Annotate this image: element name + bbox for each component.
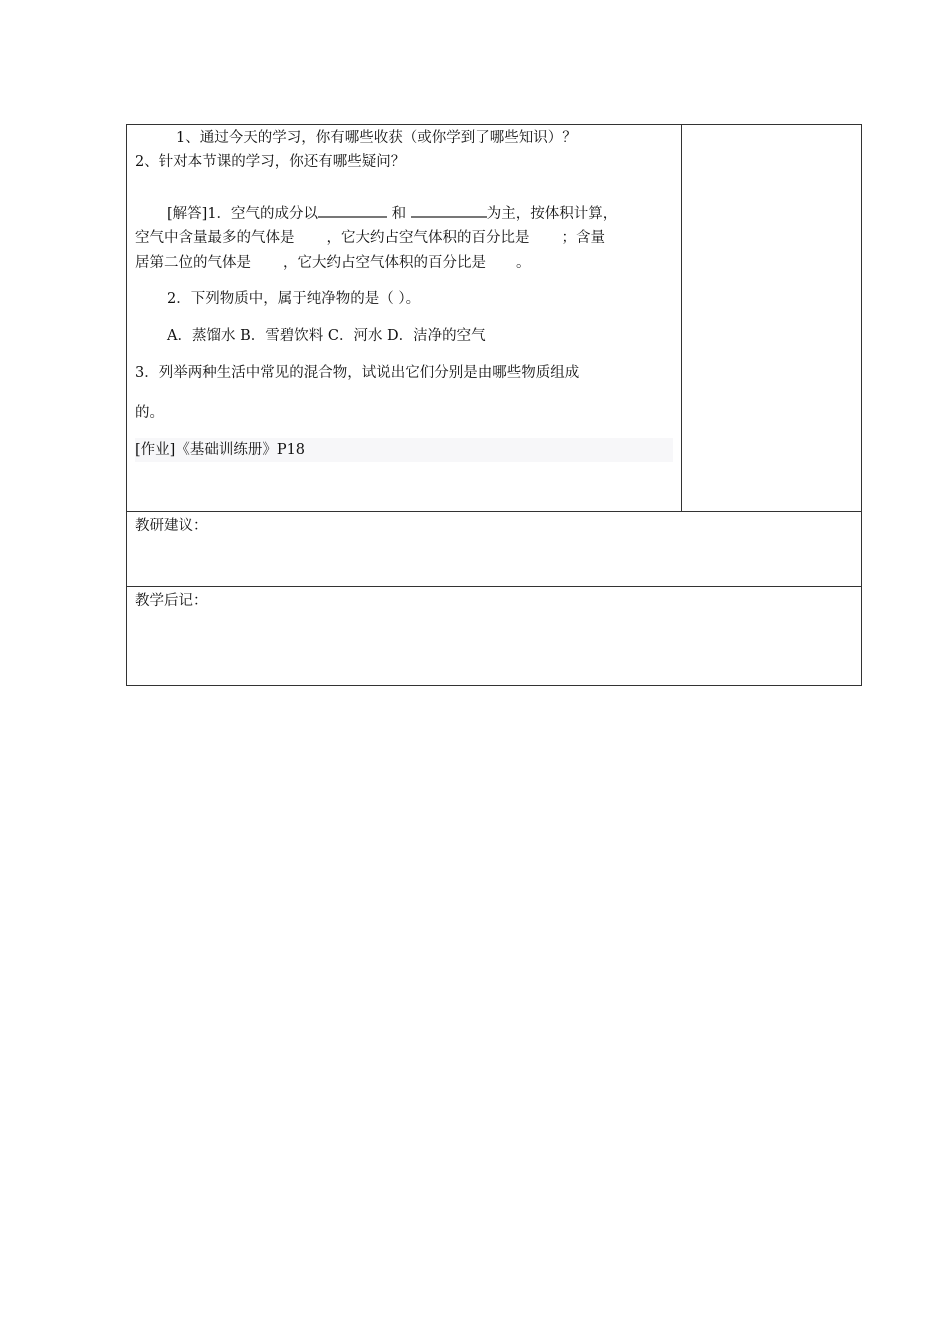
- column-divider: [681, 125, 682, 511]
- suggestion-label: 教研建议：: [135, 518, 208, 534]
- suggestion-row: [127, 511, 861, 587]
- homework-line: [作业]《基础训练册》P18: [135, 438, 673, 462]
- answer-line-1-and: 和: [391, 206, 407, 222]
- answer-line-2: [135, 228, 605, 248]
- fill-blank-2: [411, 202, 487, 218]
- question-2-options: A．蒸馏水 B．雪碧饮料 C．河水 D．洁净的空气: [167, 328, 486, 344]
- content-row: [127, 125, 861, 512]
- question-3-line-2: 的。: [135, 405, 164, 421]
- answer-line-2-start: 空气中含量最多的气体是: [135, 230, 295, 246]
- answer-line-1-end: 为主，按体积计算，: [486, 206, 618, 222]
- summary-question-1: 1、通过今天的学习，你有哪些收获（或你学到了哪些知识）？: [176, 130, 577, 146]
- summary-question-2: 2、针对本节课的学习，你还有哪些疑问？: [135, 154, 406, 170]
- fill-blank-1: [318, 202, 387, 218]
- answer-line-1-start: [解答]1．空气的成分以: [167, 206, 319, 222]
- answer-line-3-middle: ，它大约占空气体积的百分比是: [283, 255, 486, 271]
- question-3-line-1: 3．列举两种生活中常见的混合物，试说出它们分别是由哪些物质组成: [135, 365, 580, 381]
- answer-line-2-end: ；含量: [561, 230, 605, 246]
- answer-line-1: [167, 202, 617, 224]
- notes-label: 教学后记：: [135, 593, 208, 609]
- question-2: 2．下列物质中，属于纯净物的是（ ）。: [167, 291, 421, 307]
- lesson-table: [126, 124, 862, 686]
- answer-line-3: [135, 253, 531, 273]
- notes-row: [127, 587, 861, 685]
- answer-line-3-start: 居第二位的气体是: [135, 255, 251, 271]
- answer-line-2-middle: ，它大约占空气体积的百分比是: [326, 230, 530, 246]
- answer-line-3-end: 。: [516, 255, 531, 271]
